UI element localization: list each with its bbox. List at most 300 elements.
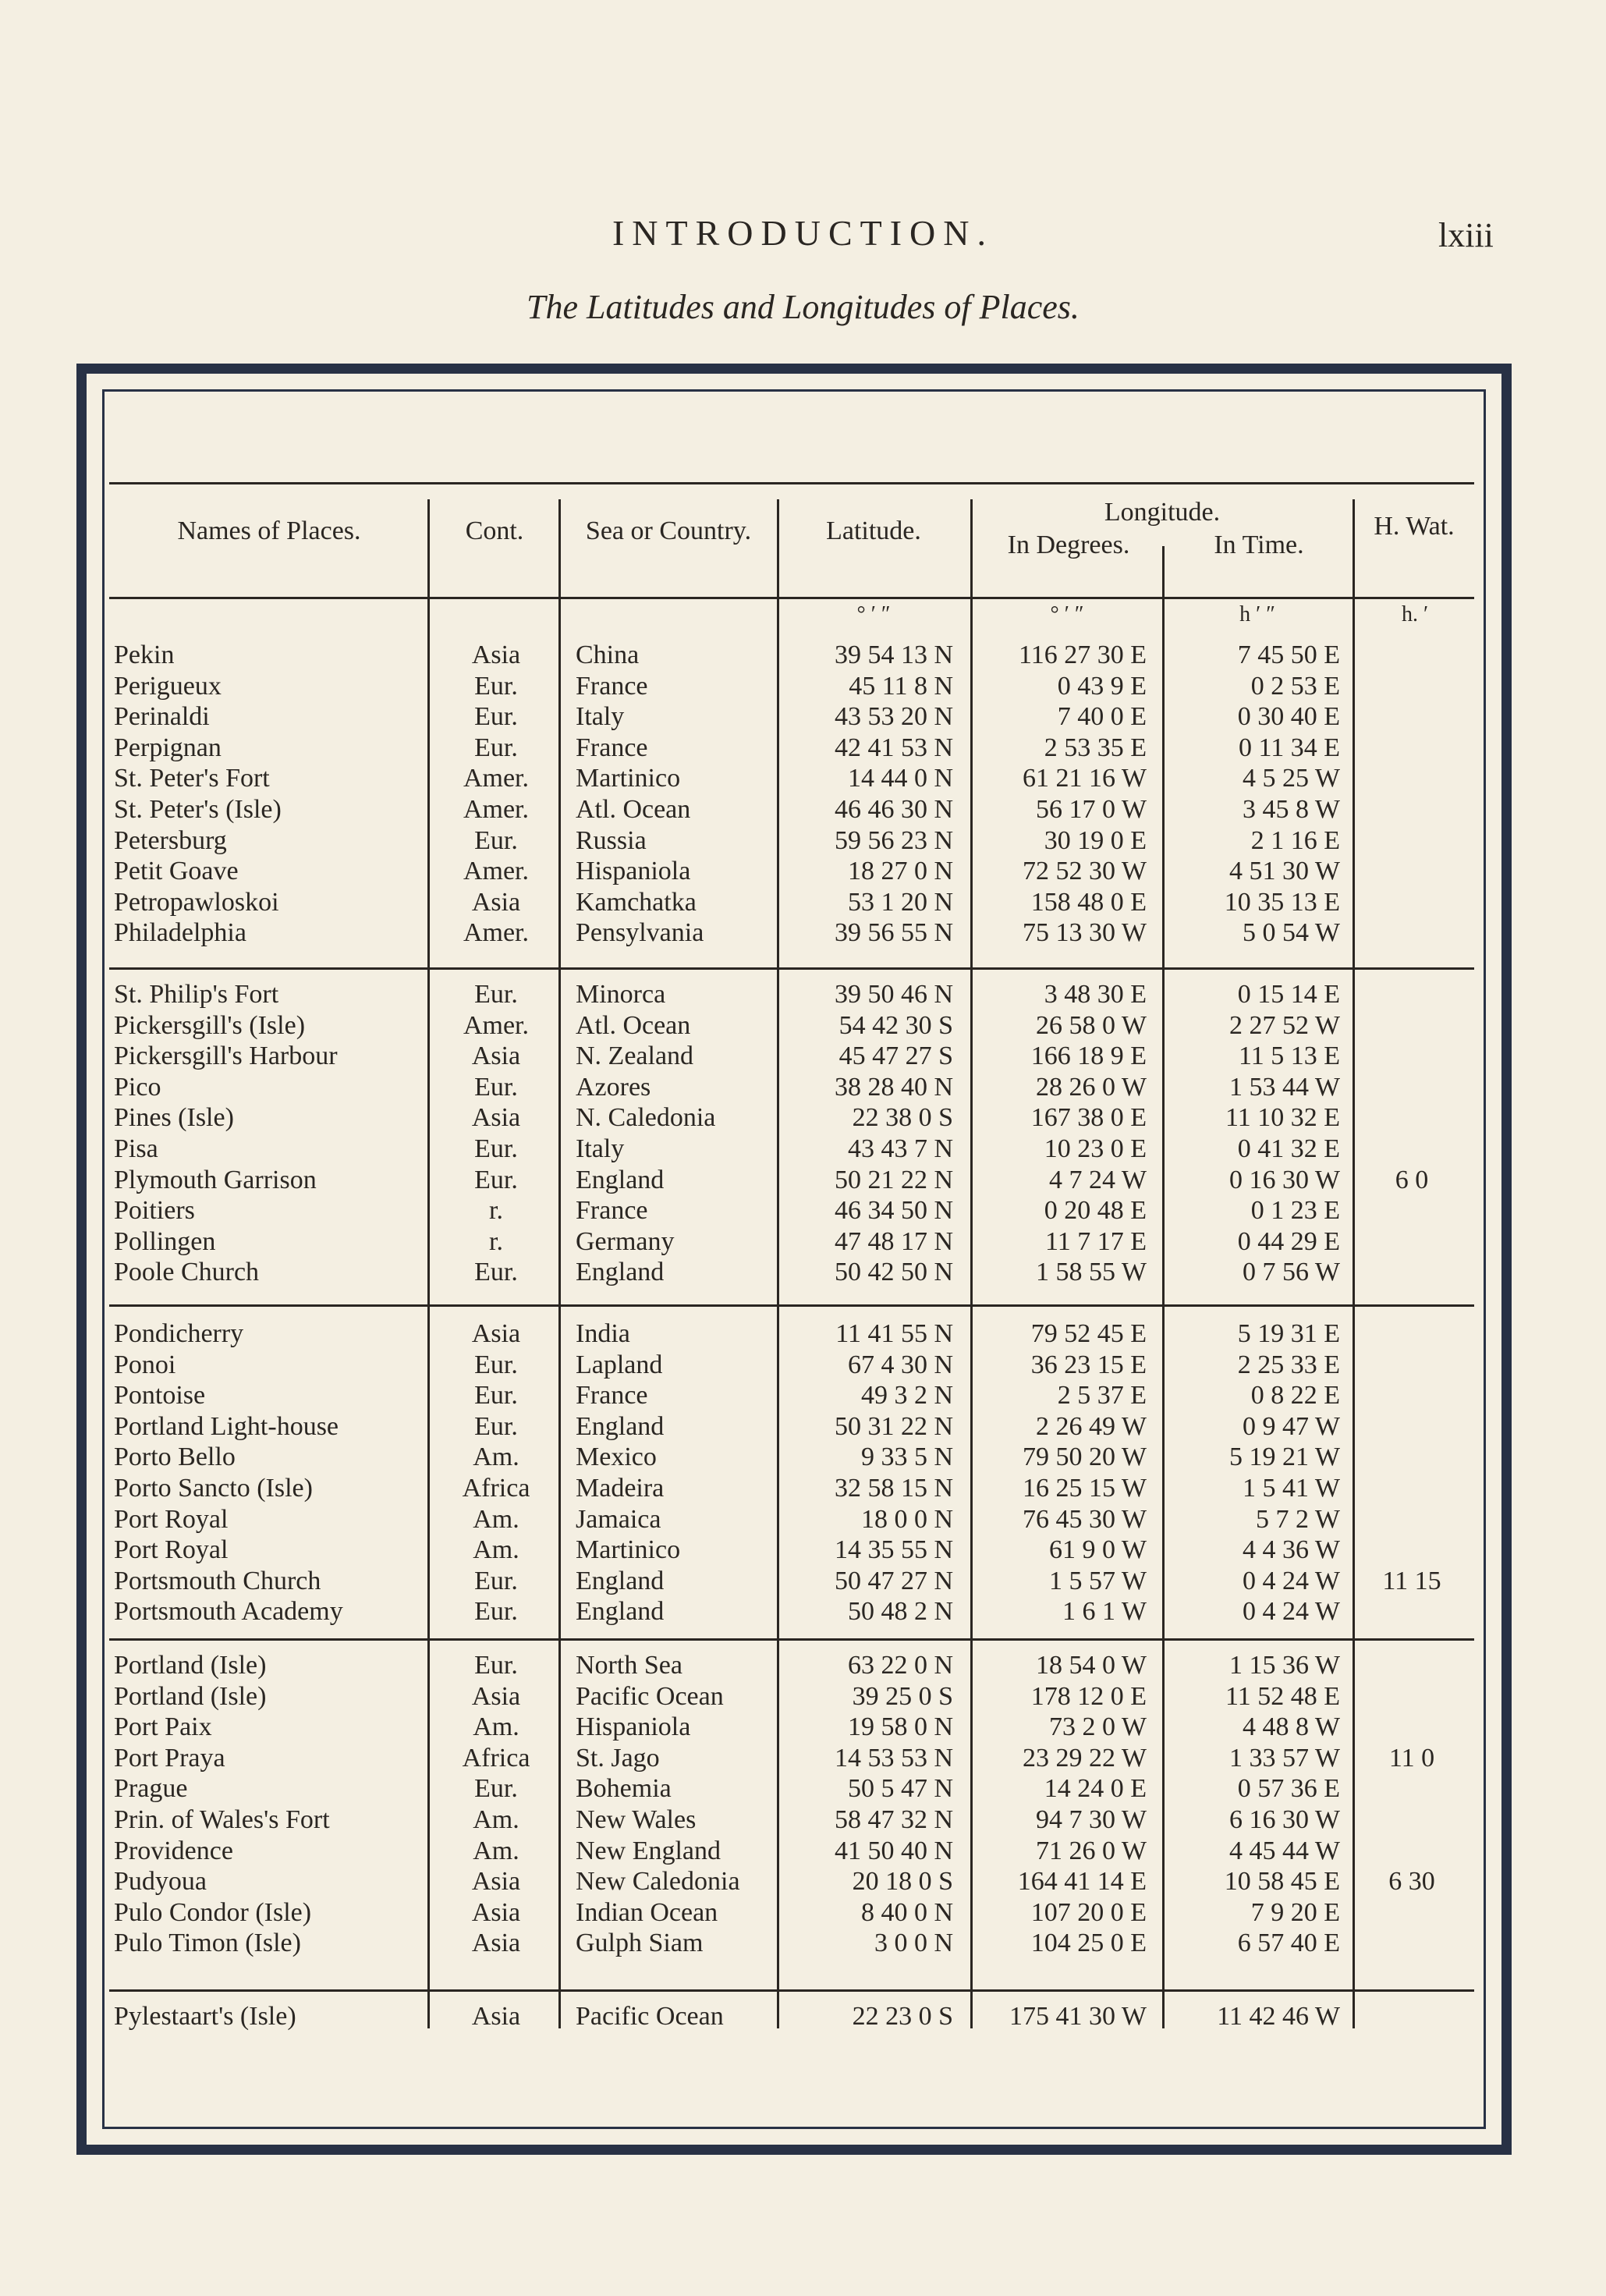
continent: Am. bbox=[473, 1504, 519, 1534]
high-water bbox=[1357, 1350, 1466, 1381]
place-name: Petersburg bbox=[114, 825, 227, 855]
high-water: 11 15 bbox=[1382, 1566, 1441, 1595]
place-name: Poole Church bbox=[114, 1258, 260, 1287]
longitude-time: 0 57 36 E bbox=[1237, 1774, 1340, 1804]
longitude-degrees: 104 25 0 E bbox=[1030, 1929, 1147, 1958]
sea-or-country: India bbox=[576, 1319, 630, 1348]
place-name: Pisa bbox=[114, 1134, 158, 1163]
sea-or-country: Hispaniola bbox=[576, 857, 691, 886]
high-water bbox=[1357, 640, 1466, 671]
place-name: Prague bbox=[114, 1774, 188, 1804]
longitude-time: 0 11 34 E bbox=[1238, 733, 1340, 762]
latitude: 50 42 50 N bbox=[834, 1258, 953, 1287]
continent: Eur. bbox=[474, 1072, 518, 1102]
sea-or-country: New Wales bbox=[576, 1805, 697, 1834]
latitude: 18 27 0 N bbox=[847, 857, 953, 886]
place-name: Prin. of Wales's Fort bbox=[114, 1805, 330, 1834]
latitude: 54 42 30 S bbox=[838, 1010, 953, 1040]
longitude-degrees: 164 41 14 E bbox=[1017, 1867, 1147, 1897]
longitude-time: 1 53 44 W bbox=[1229, 1072, 1340, 1102]
longitude-degrees: 18 54 0 W bbox=[1036, 1651, 1147, 1680]
sea-or-country: Hispaniola bbox=[576, 1712, 691, 1742]
latitude: 14 35 55 N bbox=[834, 1535, 953, 1565]
place-name: St. Peter's Fort bbox=[114, 764, 270, 793]
high-water bbox=[1357, 1535, 1466, 1566]
continent: Eur. bbox=[474, 1165, 518, 1194]
latitude: 58 47 32 N bbox=[834, 1805, 953, 1834]
latitude: 14 44 0 N bbox=[847, 764, 953, 793]
longitude-time: 11 5 13 E bbox=[1238, 1042, 1340, 1071]
sea-or-country: N. Caledonia bbox=[576, 1103, 716, 1133]
sea-or-country: Lapland bbox=[576, 1350, 663, 1379]
continent: Am. bbox=[473, 1712, 519, 1742]
longitude-degrees: 2 26 49 W bbox=[1036, 1411, 1147, 1441]
continent: Eur. bbox=[474, 1134, 518, 1163]
place-name: Pulo Condor (Isle) bbox=[114, 1897, 312, 1927]
place-name: Portsmouth Church bbox=[114, 1566, 321, 1595]
longitude-time: 6 16 30 W bbox=[1229, 1805, 1340, 1834]
sea-or-country: Kamchatka bbox=[576, 887, 697, 917]
sea-or-country: Pacific Ocean bbox=[576, 1681, 724, 1711]
longitude-degrees: 94 7 30 W bbox=[1036, 1805, 1147, 1834]
sea-or-country: England bbox=[576, 1597, 665, 1627]
longitude-time: 7 45 50 E bbox=[1237, 641, 1340, 669]
continent: Eur. bbox=[474, 1597, 518, 1627]
longitude-degrees: 158 48 0 E bbox=[1030, 887, 1147, 917]
sea-or-country: New England bbox=[576, 1836, 721, 1865]
longitude-degrees: 166 18 9 E bbox=[1030, 1042, 1147, 1071]
place-name: Petropawloskoi bbox=[114, 887, 279, 917]
continent: Eur. bbox=[474, 1258, 518, 1287]
continent: Amer. bbox=[463, 764, 530, 793]
longitude-degrees: 30 19 0 E bbox=[1044, 825, 1147, 855]
place-name: Pondicherry bbox=[114, 1319, 244, 1348]
place-name: Pontoise bbox=[114, 1381, 206, 1411]
place-name: Port Royal bbox=[114, 1504, 229, 1534]
high-water bbox=[1357, 856, 1466, 887]
header-country: Sea or Country. bbox=[585, 516, 752, 545]
longitude-time: 2 1 16 E bbox=[1250, 825, 1340, 855]
sea-or-country: Germany bbox=[576, 1226, 675, 1256]
high-water bbox=[1357, 1928, 1466, 1959]
longitude-time: 10 35 13 E bbox=[1224, 887, 1340, 917]
sea-or-country: St. Jago bbox=[576, 1743, 660, 1773]
latitude: 46 46 30 N bbox=[834, 795, 953, 824]
longitude-time: 3 45 8 W bbox=[1243, 795, 1340, 824]
longitude-time: 0 15 14 E bbox=[1237, 980, 1340, 1009]
latitude: 43 53 20 N bbox=[834, 702, 953, 732]
high-water bbox=[1357, 1504, 1466, 1535]
continent: Asia bbox=[471, 1681, 521, 1711]
header-in-degrees: In Degrees. bbox=[1007, 531, 1130, 559]
longitude-degrees: 23 29 22 W bbox=[1023, 1743, 1147, 1773]
high-water bbox=[1357, 1380, 1466, 1411]
high-water bbox=[1357, 1041, 1466, 1072]
high-water bbox=[1357, 887, 1466, 918]
latitude: 39 50 46 N bbox=[834, 980, 953, 1009]
place-name: Portsmouth Academy bbox=[114, 1597, 343, 1627]
sea-or-country: England bbox=[576, 1411, 665, 1441]
sea-or-country: Madeira bbox=[576, 1474, 665, 1503]
place-name: Port Royal bbox=[114, 1535, 229, 1565]
header-bottom-rule bbox=[109, 597, 1474, 599]
continent: Asia bbox=[471, 1929, 521, 1958]
place-name: Port Paix bbox=[114, 1712, 212, 1742]
longitude-degrees: 7 40 0 E bbox=[1057, 702, 1147, 732]
high-water bbox=[1357, 1650, 1466, 1681]
continent: Asia bbox=[471, 887, 521, 917]
longitude-degrees: 79 52 45 E bbox=[1030, 1319, 1147, 1348]
place-name: Plymouth Garrison bbox=[114, 1165, 317, 1194]
latitude: 63 22 0 N bbox=[847, 1651, 953, 1680]
place-name: Pines (Isle) bbox=[114, 1103, 234, 1133]
group-rule bbox=[109, 1638, 1474, 1641]
sea-or-country: Pensylvania bbox=[576, 918, 704, 948]
longitude-degrees: 75 13 30 W bbox=[1023, 918, 1147, 948]
latitude: 50 31 22 N bbox=[834, 1411, 953, 1441]
place-name: Philadelphia bbox=[114, 918, 246, 948]
sea-or-country: Italy bbox=[576, 1134, 625, 1163]
high-water bbox=[1357, 1195, 1466, 1226]
high-water: 6 0 bbox=[1395, 1165, 1429, 1194]
longitude-time: 4 45 44 W bbox=[1229, 1836, 1340, 1865]
longitude-time: 4 5 25 W bbox=[1243, 764, 1340, 793]
continent: Africa bbox=[462, 1743, 530, 1773]
sea-or-country: New Caledonia bbox=[576, 1867, 740, 1897]
high-water bbox=[1357, 1134, 1466, 1165]
continent: Am. bbox=[473, 1836, 519, 1865]
longitude-time: 0 4 24 W bbox=[1243, 1597, 1340, 1627]
longitude-degrees: 61 21 16 W bbox=[1023, 764, 1147, 793]
latitude: 20 18 0 S bbox=[852, 1867, 953, 1897]
latitude: 53 1 20 N bbox=[847, 887, 953, 917]
sea-or-country: N. Zealand bbox=[576, 1042, 694, 1071]
longitude-time: 5 7 2 W bbox=[1256, 1504, 1340, 1534]
latitude: 11 41 55 N bbox=[835, 1319, 953, 1348]
latitude: 39 25 0 S bbox=[852, 1681, 953, 1711]
header-names: Names of Places. bbox=[177, 516, 361, 545]
header-hwat: H. Wat. bbox=[1374, 512, 1455, 541]
longitude-time: 0 8 22 E bbox=[1250, 1381, 1340, 1411]
high-water bbox=[1357, 763, 1466, 794]
high-water bbox=[1357, 1473, 1466, 1504]
place-name: Portland (Isle) bbox=[114, 1651, 267, 1680]
group-rule bbox=[109, 967, 1474, 970]
high-water bbox=[1357, 1072, 1466, 1103]
sea-or-country: France bbox=[576, 1196, 648, 1226]
place-name: Port Praya bbox=[114, 1743, 225, 1773]
longitude-degrees: 61 9 0 W bbox=[1049, 1535, 1147, 1565]
longitude-time: 1 33 57 W bbox=[1229, 1743, 1340, 1773]
sea-or-country: Gulph Siam bbox=[576, 1929, 704, 1958]
sea-or-country: Atl. Ocean bbox=[576, 795, 691, 824]
high-water bbox=[1357, 1442, 1466, 1473]
latitude: 22 23 0 S bbox=[852, 2002, 953, 2031]
latitude: 38 28 40 N bbox=[834, 1072, 953, 1102]
longitude-degrees: 79 50 20 W bbox=[1023, 1443, 1147, 1472]
continent: Eur. bbox=[474, 825, 518, 855]
continent: r. bbox=[489, 1196, 503, 1226]
longitude-degrees: 175 41 30 W bbox=[1009, 2002, 1147, 2031]
place-name: Providence bbox=[114, 1836, 233, 1865]
longitude-time: 2 27 52 W bbox=[1229, 1010, 1340, 1040]
longitude-time: 0 41 32 E bbox=[1237, 1134, 1340, 1163]
column-rule bbox=[1162, 546, 1165, 2028]
longitude-time: 11 52 48 E bbox=[1225, 1681, 1340, 1711]
longitude-time: 5 19 21 W bbox=[1229, 1443, 1340, 1472]
high-water bbox=[1357, 979, 1466, 1010]
place-name: Pekin bbox=[114, 641, 175, 669]
place-name: Pylestaart's (Isle) bbox=[114, 2002, 296, 2031]
longitude-degrees: 178 12 0 E bbox=[1030, 1681, 1147, 1711]
place-name: St. Philip's Fort bbox=[114, 980, 279, 1009]
high-water bbox=[1357, 671, 1466, 702]
longitude-time: 4 51 30 W bbox=[1229, 857, 1340, 886]
place-name: Poitiers bbox=[114, 1196, 195, 1226]
latitude: 45 47 27 S bbox=[838, 1042, 953, 1071]
latitude: 50 21 22 N bbox=[834, 1165, 953, 1194]
latitude: 50 47 27 N bbox=[834, 1566, 953, 1595]
high-water bbox=[1357, 1681, 1466, 1712]
latitude: 14 53 53 N bbox=[834, 1743, 953, 1773]
continent: Eur. bbox=[474, 671, 518, 701]
header-latitude: Latitude. bbox=[826, 516, 921, 545]
high-water bbox=[1357, 1010, 1466, 1042]
longitude-time: 2 25 33 E bbox=[1237, 1350, 1340, 1379]
latitude: 3 0 0 N bbox=[874, 1929, 953, 1958]
latitude: 22 38 0 S bbox=[852, 1103, 953, 1133]
continent: Asia bbox=[471, 2002, 521, 2031]
sea-or-country: Mexico bbox=[576, 1443, 657, 1472]
place-name: Petit Goave bbox=[114, 857, 239, 886]
latitude: 39 56 55 N bbox=[834, 918, 953, 948]
longitude-time: 5 19 31 E bbox=[1237, 1319, 1340, 1348]
page-number: lxiii bbox=[1438, 216, 1494, 254]
continent: Eur. bbox=[474, 1411, 518, 1441]
high-water bbox=[1357, 1712, 1466, 1743]
high-water bbox=[1357, 1773, 1466, 1805]
high-water bbox=[1357, 1836, 1466, 1867]
place-name: Pickersgill's Harbour bbox=[114, 1042, 338, 1071]
latitude: 42 41 53 N bbox=[834, 733, 953, 762]
place-name: Portland Light-house bbox=[114, 1411, 339, 1441]
longitude-degrees: 2 53 35 E bbox=[1044, 733, 1147, 762]
high-water bbox=[1357, 701, 1466, 733]
place-name: Portland (Isle) bbox=[114, 1681, 267, 1711]
longitude-degrees: 36 23 15 E bbox=[1030, 1350, 1147, 1379]
sea-or-country: Jamaica bbox=[576, 1504, 661, 1534]
longitude-time: 0 7 56 W bbox=[1243, 1258, 1340, 1287]
group-rule bbox=[109, 1989, 1474, 1992]
longitude-time: 0 4 24 W bbox=[1243, 1566, 1340, 1595]
latitude: 8 40 0 N bbox=[860, 1897, 953, 1927]
continent: Am. bbox=[473, 1443, 519, 1472]
sea-or-country: Martinico bbox=[576, 1535, 681, 1565]
longitude-time: 5 0 54 W bbox=[1243, 918, 1340, 948]
header-longitude: Longitude. bbox=[1104, 498, 1221, 527]
latitude: 47 48 17 N bbox=[834, 1226, 953, 1256]
sea-or-country: England bbox=[576, 1165, 665, 1194]
continent: Eur. bbox=[474, 1381, 518, 1411]
sea-or-country: Atl. Ocean bbox=[576, 1010, 691, 1040]
continent: Asia bbox=[471, 641, 521, 669]
latitude: 19 58 0 N bbox=[847, 1712, 953, 1742]
latitude: 49 3 2 N bbox=[860, 1381, 953, 1411]
longitude-degrees: 0 20 48 E bbox=[1044, 1196, 1147, 1226]
latitude: 32 58 15 N bbox=[834, 1474, 953, 1503]
continent: Am. bbox=[473, 1535, 519, 1565]
continent: Asia bbox=[471, 1867, 521, 1897]
longitude-degrees: 1 6 1 W bbox=[1062, 1597, 1147, 1627]
high-water bbox=[1357, 1318, 1466, 1350]
sea-or-country: Bohemia bbox=[576, 1774, 672, 1804]
unit-time: h ′ ″ bbox=[1239, 602, 1275, 626]
latitude: 45 11 8 N bbox=[849, 671, 953, 701]
place-name: Ponoi bbox=[114, 1350, 176, 1379]
longitude-degrees: 3 48 30 E bbox=[1044, 980, 1147, 1009]
longitude-time: 1 15 36 W bbox=[1229, 1651, 1340, 1680]
longitude-time: 0 16 30 W bbox=[1229, 1165, 1340, 1194]
continent: Eur. bbox=[474, 1651, 518, 1680]
place-name: St. Peter's (Isle) bbox=[114, 795, 282, 824]
longitude-degrees: 56 17 0 W bbox=[1036, 795, 1147, 824]
longitude-degrees: 2 5 37 E bbox=[1057, 1381, 1147, 1411]
longitude-degrees: 73 2 0 W bbox=[1049, 1712, 1147, 1742]
longitude-degrees: 4 7 24 W bbox=[1049, 1165, 1147, 1194]
continent: Africa bbox=[462, 1474, 530, 1503]
latitude: 59 56 23 N bbox=[834, 825, 953, 855]
latitude: 18 0 0 N bbox=[860, 1504, 953, 1534]
sea-or-country: England bbox=[576, 1258, 665, 1287]
longitude-time: 1 5 41 W bbox=[1243, 1474, 1340, 1503]
longitude-degrees: 167 38 0 E bbox=[1030, 1103, 1147, 1133]
longitude-time: 10 58 45 E bbox=[1224, 1867, 1340, 1897]
longitude-degrees: 26 58 0 W bbox=[1036, 1010, 1147, 1040]
continent: Amer. bbox=[463, 795, 530, 824]
sea-or-country: Martinico bbox=[576, 764, 681, 793]
longitude-degrees: 71 26 0 W bbox=[1036, 1836, 1147, 1865]
longitude-degrees: 107 20 0 E bbox=[1030, 1897, 1147, 1927]
latitude: 67 4 30 N bbox=[847, 1350, 953, 1379]
continent: Eur. bbox=[474, 1566, 518, 1595]
longitude-time: 0 9 47 W bbox=[1243, 1411, 1340, 1441]
unit-latitude: ° ′ ″ bbox=[856, 602, 891, 626]
high-water bbox=[1357, 1411, 1466, 1443]
sea-or-country: Azores bbox=[576, 1072, 651, 1102]
continent: Asia bbox=[471, 1897, 521, 1927]
continent: Amer. bbox=[463, 918, 530, 948]
longitude-degrees: 76 45 30 W bbox=[1023, 1504, 1147, 1534]
sea-or-country: China bbox=[576, 641, 640, 669]
group-rule bbox=[109, 1304, 1474, 1307]
sea-or-country: France bbox=[576, 671, 648, 701]
longitude-time: 4 4 36 W bbox=[1243, 1535, 1340, 1565]
latitude: 46 34 50 N bbox=[834, 1196, 953, 1226]
latitude: 50 48 2 N bbox=[847, 1597, 953, 1627]
sea-or-country: Pacific Ocean bbox=[576, 2002, 724, 2031]
sea-or-country: Italy bbox=[576, 702, 625, 732]
place-name: Perigueux bbox=[114, 671, 222, 701]
sea-or-country: North Sea bbox=[576, 1651, 682, 1680]
place-name: Pickersgill's (Isle) bbox=[114, 1010, 306, 1040]
continent: Eur. bbox=[474, 1350, 518, 1379]
continent: Eur. bbox=[474, 702, 518, 732]
high-water bbox=[1357, 1596, 1466, 1627]
place-name: Perpignan bbox=[114, 733, 222, 762]
longitude-degrees: 28 26 0 W bbox=[1036, 1072, 1147, 1102]
high-water: 11 0 bbox=[1388, 1743, 1435, 1773]
column-rule bbox=[558, 499, 561, 2028]
page-subtitle: The Latitudes and Longitudes of Places. bbox=[526, 288, 1080, 326]
continent: r. bbox=[489, 1226, 503, 1256]
high-water bbox=[1357, 917, 1466, 949]
continent: Asia bbox=[471, 1042, 521, 1071]
longitude-degrees: 16 25 15 W bbox=[1023, 1474, 1147, 1503]
high-water bbox=[1357, 1257, 1466, 1288]
latitude: 39 54 13 N bbox=[834, 641, 953, 669]
unit-hwat: h. ′ bbox=[1401, 602, 1429, 626]
continent: Am. bbox=[473, 1805, 519, 1834]
sea-or-country: France bbox=[576, 1381, 648, 1411]
longitude-time: 7 9 20 E bbox=[1250, 1897, 1340, 1927]
unit-degrees: ° ′ ″ bbox=[1050, 602, 1084, 626]
high-water bbox=[1357, 2001, 1466, 2032]
continent: Eur. bbox=[474, 1774, 518, 1804]
place-name: Pollingen bbox=[114, 1226, 216, 1256]
column-rule bbox=[777, 499, 779, 2028]
high-water bbox=[1357, 1226, 1466, 1258]
longitude-degrees: 1 58 55 W bbox=[1036, 1258, 1147, 1287]
longitude-degrees: 14 24 0 E bbox=[1044, 1774, 1147, 1804]
continent: Asia bbox=[471, 1319, 521, 1348]
header-cont: Cont. bbox=[465, 516, 524, 545]
high-water: 6 30 bbox=[1388, 1867, 1435, 1897]
latitude: 50 5 47 N bbox=[847, 1774, 953, 1804]
continent: Amer. bbox=[463, 1010, 530, 1040]
place-name: Pudyoua bbox=[114, 1867, 207, 1897]
latitude: 43 43 7 N bbox=[847, 1134, 953, 1163]
longitude-time: 0 1 23 E bbox=[1250, 1196, 1340, 1226]
longitude-degrees: 1 5 57 W bbox=[1049, 1566, 1147, 1595]
place-name: Pico bbox=[114, 1072, 161, 1102]
longitude-degrees: 116 27 30 E bbox=[1018, 641, 1147, 669]
place-name: Porto Bello bbox=[114, 1443, 236, 1472]
longitude-time: 0 44 29 E bbox=[1237, 1226, 1340, 1256]
place-name: Porto Sancto (Isle) bbox=[114, 1474, 313, 1503]
longitude-time: 0 2 53 E bbox=[1250, 671, 1340, 701]
sea-or-country: France bbox=[576, 733, 648, 762]
place-name: Perinaldi bbox=[114, 702, 210, 732]
sea-or-country: Minorca bbox=[576, 980, 666, 1009]
sea-or-country: England bbox=[576, 1566, 665, 1595]
continent: Eur. bbox=[474, 733, 518, 762]
high-water bbox=[1357, 1897, 1466, 1929]
header-in-time: In Time. bbox=[1214, 531, 1304, 559]
continent: Asia bbox=[471, 1103, 521, 1133]
latitude: 9 33 5 N bbox=[860, 1443, 953, 1472]
high-water bbox=[1357, 733, 1466, 764]
longitude-degrees: 11 7 17 E bbox=[1044, 1226, 1147, 1256]
continent: Amer. bbox=[463, 857, 530, 886]
longitude-time: 11 42 46 W bbox=[1217, 2002, 1340, 2031]
continent: Eur. bbox=[474, 980, 518, 1009]
column-rule bbox=[427, 499, 430, 2028]
longitude-degrees: 10 23 0 E bbox=[1044, 1134, 1147, 1163]
column-rule bbox=[1353, 499, 1355, 2028]
latitude: 41 50 40 N bbox=[834, 1836, 953, 1865]
header-top-rule bbox=[109, 482, 1474, 484]
longitude-time: 0 30 40 E bbox=[1237, 702, 1340, 732]
